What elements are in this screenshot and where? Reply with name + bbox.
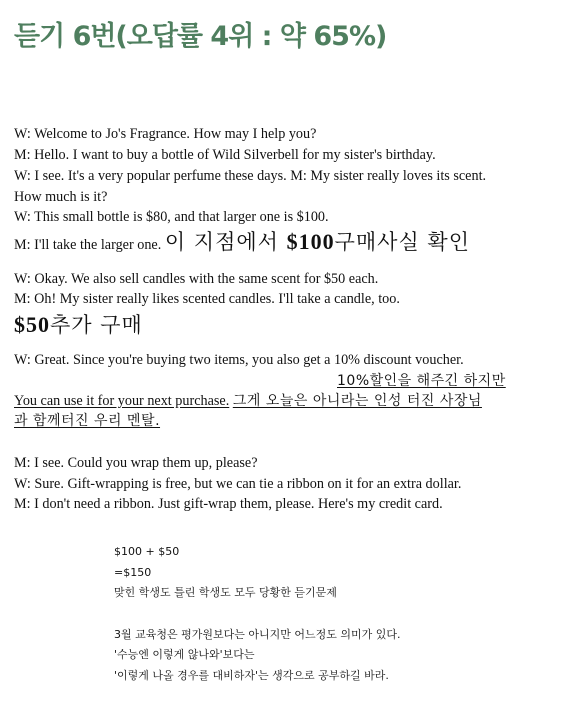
calculation-line: $100 + $50 <box>114 545 180 558</box>
handwritten-note: 그게 오늘은 아니라는 인성 터진 사장님 <box>232 393 482 409</box>
dialogue-line: M: Oh! My sister really likes scented candles. I'll take a candle, too. <box>14 291 400 307</box>
dialogue-line: How much is it? <box>14 189 108 205</box>
note-amount: $50 <box>14 312 50 337</box>
page-title: 듣기 6번(오답률 4위 : 약 65%) <box>14 21 387 52</box>
dialogue-text: M: I'll take the larger one. <box>14 237 162 253</box>
note-amount: $100 <box>286 229 335 254</box>
dialogue-line: W: Welcome to Jo's Fragrance. How may I help you? <box>14 126 317 142</box>
handwritten-note <box>165 230 470 254</box>
dialogue-line: W: Sure. Gift-wrapping is free, but we can tie a ribbon on it for an extra dollar. <box>14 476 462 492</box>
note-text: 추가 구매 <box>50 313 143 337</box>
note-text: 이 지점에서 <box>164 230 287 254</box>
dialogue-line: W: I see. It's a very popular perfume these days. M: My sister really loves its scent. <box>14 168 487 184</box>
handwritten-note: 과 함께터진 우리 멘탈. <box>14 413 161 429</box>
dialogue-line: W: Great. Since you're buying two items, you also get a 10% discount voucher. <box>14 352 464 368</box>
comment-line: 맞힌 학생도 틀린 학생도 모두 당황한 듣기문제 <box>114 586 337 599</box>
dialogue-line: M: Hello. I want to buy a bottle of Wild Silverbell for my sister's birthday. <box>14 147 436 163</box>
handwritten-note: 10%할인을 해주긴 하지만 <box>337 373 506 389</box>
comment-line: '이렇게 나올 경우를 대비하자'는 생각으로 공부하길 바라. <box>114 669 389 682</box>
dialogue-line: M: I see. Could you wrap them up, please? <box>14 455 258 471</box>
dialogue-line-with-note <box>14 393 482 410</box>
dialogue-line: W: This small bottle is $80, and that larger one is $100. <box>14 209 329 225</box>
comment-line: '수능엔 이렇게 않나와'보다는 <box>114 648 255 661</box>
dialogue-line-with-note <box>14 229 470 258</box>
dialogue-line: M: I don't need a ribbon. Just gift-wrap them, please. Here's my credit card. <box>14 496 443 512</box>
dialogue-text: You can use it for your next purchase. <box>14 393 230 409</box>
handwritten-note <box>14 312 143 338</box>
note-text: 구매사실 확인 <box>334 230 471 254</box>
comment-line: 3월 교육청은 평가원보다는 아니지만 어느정도 의미가 있다. <box>114 628 401 641</box>
calculation-line: =$150 <box>114 566 152 579</box>
dialogue-line: W: Okay. We also sell candles with the same scent for $50 each. <box>14 271 379 287</box>
